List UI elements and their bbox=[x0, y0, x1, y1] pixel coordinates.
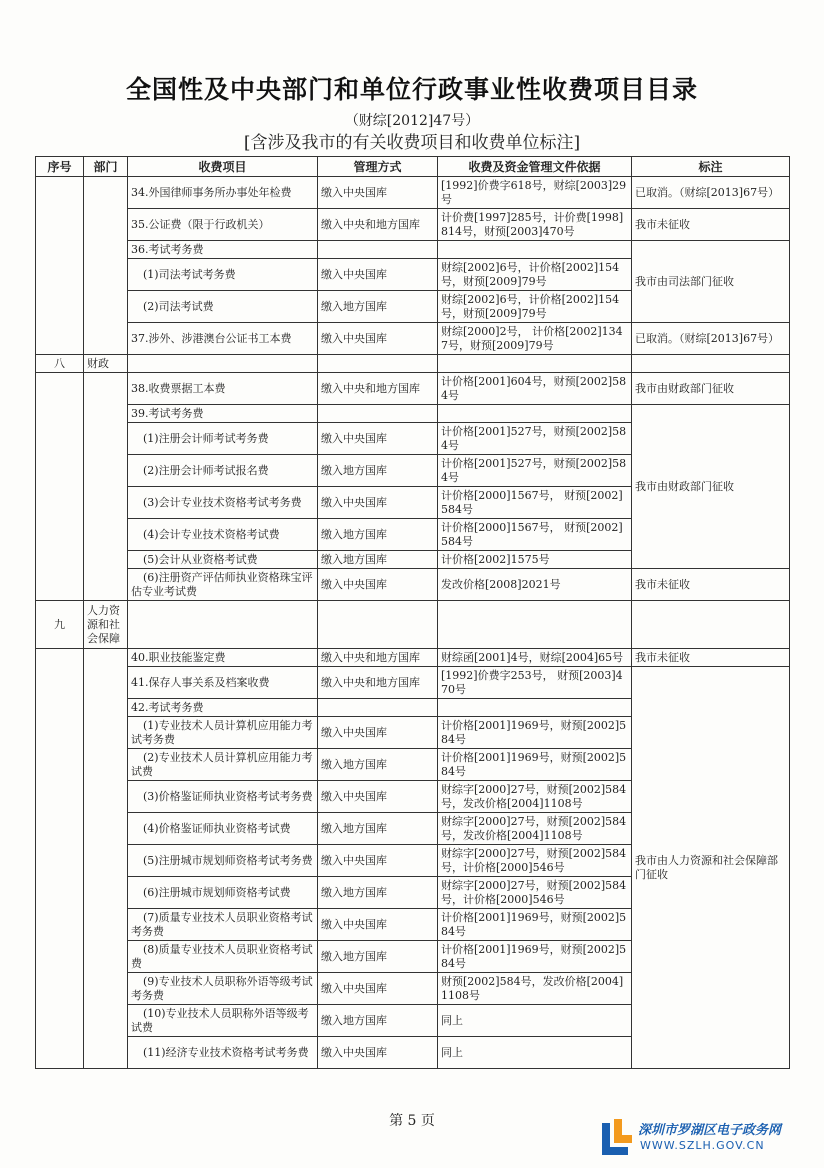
section-row bbox=[36, 355, 790, 373]
item-cell: 42.考试考务费 bbox=[128, 699, 318, 717]
mgmt-cell: 缴入中央国库 bbox=[318, 973, 438, 1005]
dept-cell bbox=[84, 177, 128, 355]
item-cell: (9)专业技术人员职称外语等级考试考务费 bbox=[128, 973, 318, 1005]
section-row bbox=[36, 601, 790, 649]
remark-cell: 我市未征收 bbox=[632, 649, 790, 667]
item-cell: (2)注册会计师考试报名费 bbox=[128, 455, 318, 487]
mgmt-cell: 缴入中央和地方国库 bbox=[318, 209, 438, 241]
basis-cell bbox=[438, 405, 632, 423]
table-row bbox=[36, 373, 790, 405]
item-cell: 35.公证费（限于行政机关） bbox=[128, 209, 318, 241]
mgmt-cell bbox=[318, 699, 438, 717]
mgmt-cell bbox=[318, 405, 438, 423]
page-title: 全国性及中央部门和单位行政事业性收费项目目录 bbox=[125, 75, 698, 104]
item-cell: 40.职业技能鉴定费 bbox=[128, 649, 318, 667]
basis-cell bbox=[438, 241, 632, 259]
item-cell: (5)注册城市规划师资格考试考务费 bbox=[128, 845, 318, 877]
mgmt-cell: 缴入中央国库 bbox=[318, 423, 438, 455]
item-cell: 38.收费票据工本费 bbox=[128, 373, 318, 405]
basis-cell: 计价格[2001]1969号，财预[2002]584号 bbox=[438, 909, 632, 941]
header-remark: 标注 bbox=[632, 157, 790, 177]
item-cell: (2)专业技术人员计算机应用能力考试费 bbox=[128, 749, 318, 781]
dept-cell bbox=[84, 649, 128, 1069]
remark-cell bbox=[632, 601, 790, 649]
item-cell: 37.涉外、涉港澳台公证书工本费 bbox=[128, 323, 318, 355]
basis-cell: 财综字[2000]27号，财预[2002]584号，发改价格[2004]1108号 bbox=[438, 781, 632, 813]
seq-cell bbox=[36, 373, 84, 601]
basis-cell: 财综字[2000]27号，财预[2002]584号，计价格[2000]546号 bbox=[438, 877, 632, 909]
basis-cell: [1992]价费字253号， 财预[2003]470号 bbox=[438, 667, 632, 699]
site-watermark bbox=[598, 1115, 808, 1161]
basis-cell: 计价格[2001]527号，财预[2002]584号 bbox=[438, 455, 632, 487]
item-cell: (6)注册城市规划师资格考试费 bbox=[128, 877, 318, 909]
basis-cell: 计价格[2001]1969号，财预[2002]584号 bbox=[438, 717, 632, 749]
watermark-url[interactable]: WWW.SZLH.GOV.CN bbox=[640, 1139, 765, 1152]
remark-cell: 我市未征收 bbox=[632, 209, 790, 241]
basis-cell: 计价格[2000]1567号， 财预[2002]584号 bbox=[438, 519, 632, 551]
mgmt-cell: 缴入地方国库 bbox=[318, 1005, 438, 1037]
item-cell: (10)专业技术人员职称外语等级考试费 bbox=[128, 1005, 318, 1037]
basis-cell: [1992]价费字618号，财综[2003]29号 bbox=[438, 177, 632, 209]
remark-cell bbox=[632, 355, 790, 373]
item-cell bbox=[128, 601, 318, 649]
item-cell bbox=[128, 355, 318, 373]
basis-cell: 财综函[2001]4号，财综[2004]65号 bbox=[438, 649, 632, 667]
mgmt-cell: 缴入中央国库 bbox=[318, 717, 438, 749]
seq-cell bbox=[36, 177, 84, 355]
item-cell: (3)价格鉴证师执业资格考试考务费 bbox=[128, 781, 318, 813]
mgmt-cell: 缴入地方国库 bbox=[318, 941, 438, 973]
watermark-site-name: 深圳市罗湖区电子政务网 bbox=[638, 1123, 782, 1138]
item-cell: (1)注册会计师考试考务费 bbox=[128, 423, 318, 455]
basis-cell: 同上 bbox=[438, 1005, 632, 1037]
mgmt-cell: 缴入中央国库 bbox=[318, 845, 438, 877]
item-cell: (3)会计专业技术资格考试考务费 bbox=[128, 487, 318, 519]
seq-cell bbox=[36, 649, 84, 1069]
table-row bbox=[36, 241, 790, 259]
mgmt-cell: 缴入中央和地方国库 bbox=[318, 649, 438, 667]
mgmt-cell: 缴入地方国库 bbox=[318, 291, 438, 323]
item-cell: (4)价格鉴证师执业资格考试费 bbox=[128, 813, 318, 845]
basis-cell: 计价费[1997]285号，计价费[1998]814号，财预[2003]470号 bbox=[438, 209, 632, 241]
luohu-logo-icon bbox=[598, 1117, 636, 1157]
seq-cell: 九 bbox=[36, 601, 84, 649]
item-cell: 36.考试考务费 bbox=[128, 241, 318, 259]
item-cell: 39.考试考务费 bbox=[128, 405, 318, 423]
mgmt-cell: 缴入中央国库 bbox=[318, 487, 438, 519]
mgmt-cell: 缴入中央国库 bbox=[318, 781, 438, 813]
remark-cell: 我市由司法部门征收 bbox=[632, 241, 790, 323]
basis-cell: 财综字[2000]27号，财预[2002]584号，发改价格[2004]1108号 bbox=[438, 813, 632, 845]
mgmt-cell: 缴入中央国库 bbox=[318, 909, 438, 941]
annotation-note: [含涉及我市的有关收费项目和收费单位标注] bbox=[243, 133, 581, 153]
table-row bbox=[36, 405, 790, 423]
basis-cell: 计价格[2001]527号，财预[2002]584号 bbox=[438, 423, 632, 455]
basis-cell bbox=[438, 699, 632, 717]
basis-cell bbox=[438, 601, 632, 649]
mgmt-cell: 缴入中央和地方国库 bbox=[318, 373, 438, 405]
remark-cell: 我市未征收 bbox=[632, 569, 790, 601]
table-row bbox=[36, 667, 790, 699]
mgmt-cell: 缴入地方国库 bbox=[318, 813, 438, 845]
item-cell: (2)司法考试费 bbox=[128, 291, 318, 323]
document-number: （财综[2012]47号） bbox=[344, 113, 480, 129]
header-mgmt: 管理方式 bbox=[318, 157, 438, 177]
seq-cell: 八 bbox=[36, 355, 84, 373]
remark-cell: 我市由人力资源和社会保障部门征收 bbox=[632, 667, 790, 1069]
item-cell: (5)会计从业资格考试费 bbox=[128, 551, 318, 569]
mgmt-cell: 缴入中央国库 bbox=[318, 177, 438, 209]
basis-cell: 发改价格[2008]2021号 bbox=[438, 569, 632, 601]
mgmt-cell: 缴入中央和地方国库 bbox=[318, 667, 438, 699]
header-basis: 收费及资金管理文件依据 bbox=[438, 157, 632, 177]
item-cell: (1)专业技术人员计算机应用能力考试考务费 bbox=[128, 717, 318, 749]
header-dept: 部门 bbox=[84, 157, 128, 177]
table-row bbox=[36, 649, 790, 667]
remark-cell: 我市由财政部门征收 bbox=[632, 405, 790, 569]
item-cell: (11)经济专业技术资格考试考务费 bbox=[128, 1037, 318, 1069]
basis-cell: 财综[2002]6号，计价格[2002]154号，财预[2009]79号 bbox=[438, 259, 632, 291]
basis-cell: 财综[2002]6号，计价格[2002]154号，财预[2009]79号 bbox=[438, 291, 632, 323]
basis-cell: 计价格[2002]1575号 bbox=[438, 551, 632, 569]
mgmt-cell: 缴入中央国库 bbox=[318, 569, 438, 601]
item-cell: 34.外国律师事务所办事处年检费 bbox=[128, 177, 318, 209]
mgmt-cell bbox=[318, 601, 438, 649]
page-number: 第 5 页 bbox=[389, 1113, 435, 1129]
basis-cell: 财综[2000]2号， 计价格[2002]1347号，财预[2009]79号 bbox=[438, 323, 632, 355]
item-cell: (6)注册资产评估师执业资格珠宝评估专业考试费 bbox=[128, 569, 318, 601]
item-cell: (4)会计专业技术资格考试费 bbox=[128, 519, 318, 551]
basis-cell: 计价格[2001]1969号，财预[2002]584号 bbox=[438, 749, 632, 781]
basis-cell: 同上 bbox=[438, 1037, 632, 1069]
mgmt-cell bbox=[318, 355, 438, 373]
table-row bbox=[36, 209, 790, 241]
basis-cell bbox=[438, 355, 632, 373]
item-cell: (7)质量专业技术人员职业资格考试考务费 bbox=[128, 909, 318, 941]
basis-cell: 计价格[2001]1969号，财预[2002]584号 bbox=[438, 941, 632, 973]
remark-cell: 已取消。（财综[2013]67号） bbox=[632, 177, 790, 209]
header-seq: 序号 bbox=[36, 157, 84, 177]
basis-cell: 财综字[2000]27号，财预[2002]584号，计价格[2000]546号 bbox=[438, 845, 632, 877]
item-cell: 41.保存人事关系及档案收费 bbox=[128, 667, 318, 699]
dept-cell: 财政 bbox=[84, 355, 128, 373]
header-item: 收费项目 bbox=[128, 157, 318, 177]
mgmt-cell: 缴入中央国库 bbox=[318, 323, 438, 355]
remark-cell: 已取消。（财综[2013]67号） bbox=[632, 323, 790, 355]
mgmt-cell: 缴入地方国库 bbox=[318, 749, 438, 781]
mgmt-cell: 缴入地方国库 bbox=[318, 551, 438, 569]
table-row bbox=[36, 323, 790, 355]
basis-cell: 财预[2002]584号，发改价格[2004]1108号 bbox=[438, 973, 632, 1005]
mgmt-cell bbox=[318, 241, 438, 259]
basis-cell: 计价格[2001]604号，财预[2002]584号 bbox=[438, 373, 632, 405]
table-row bbox=[36, 569, 790, 601]
mgmt-cell: 缴入中央国库 bbox=[318, 259, 438, 291]
mgmt-cell: 缴入地方国库 bbox=[318, 877, 438, 909]
dept-cell: 人力资源和社会保障 bbox=[84, 601, 128, 649]
basis-cell: 计价格[2000]1567号， 财预[2002]584号 bbox=[438, 487, 632, 519]
mgmt-cell: 缴入地方国库 bbox=[318, 455, 438, 487]
dept-cell bbox=[84, 373, 128, 601]
item-cell: (8)质量专业技术人员职业资格考试费 bbox=[128, 941, 318, 973]
item-cell: (1)司法考试考务费 bbox=[128, 259, 318, 291]
remark-cell: 我市由财政部门征收 bbox=[632, 373, 790, 405]
table-row bbox=[36, 177, 790, 209]
mgmt-cell: 缴入地方国库 bbox=[318, 519, 438, 551]
mgmt-cell: 缴入中央国库 bbox=[318, 1037, 438, 1069]
fee-catalog-table bbox=[35, 156, 790, 1069]
table-header-row bbox=[36, 157, 790, 177]
